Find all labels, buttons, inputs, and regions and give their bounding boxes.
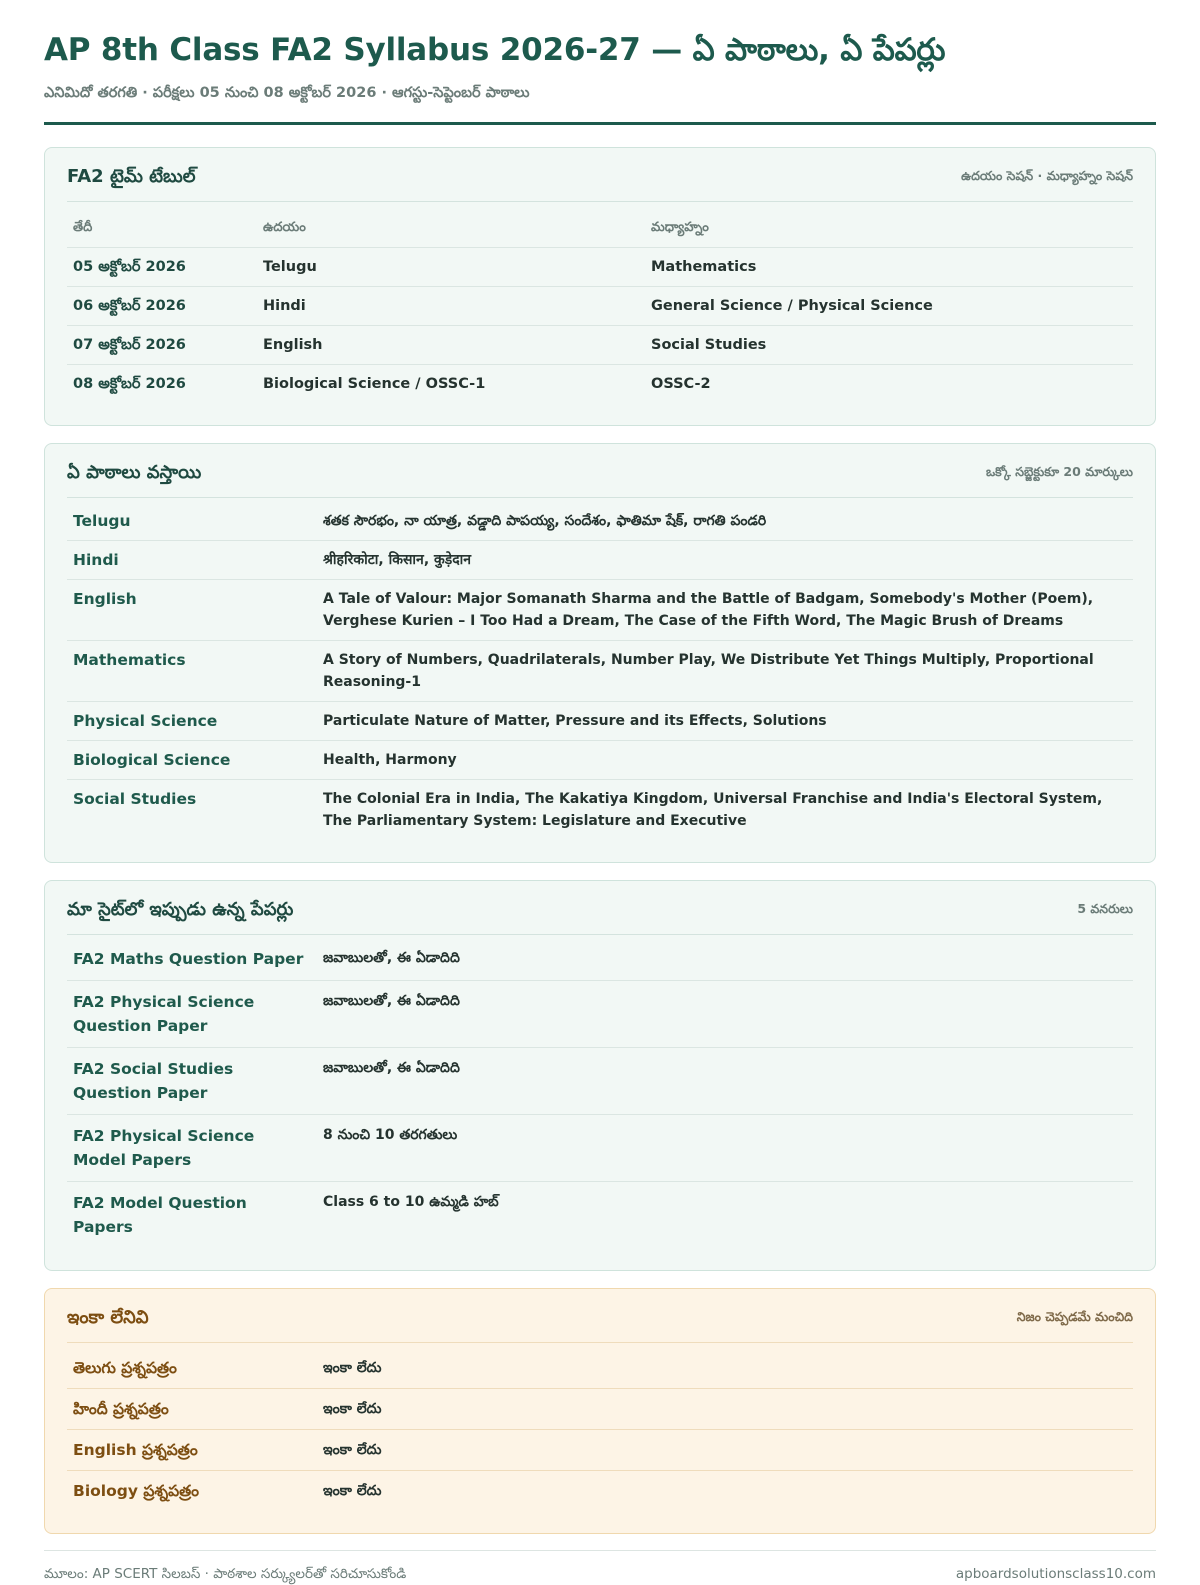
footer-site-link[interactable]: apboardsolutionsclass10.com xyxy=(955,1566,1156,1582)
afternoon-subject: OSSC-2 xyxy=(651,376,711,392)
lesson-list: A Story of Numbers, Quadrilaterals, Number Play, We Distribute Yet Things Multiply, Proportional Reasoning-1 xyxy=(317,641,1133,702)
page-footer xyxy=(44,1550,1156,1585)
syllabus-note: ఒక్కో సబ్జెక్టుకూ 20 మార్కులు xyxy=(986,463,1133,479)
subject-name: English xyxy=(67,580,317,641)
table-row xyxy=(67,981,1133,1048)
exam-date: 05 అక్టోబర్ 2026 xyxy=(67,248,257,287)
page-subtitle: ఎనిమిదో తరగతి · పరీక్షలు 05 నుంచి 08 అక్టోబర్ 2026 · ఆగస్టు-సెప్టెంబర్ పాఠాలు xyxy=(44,85,530,101)
paper-detail: జవాబులతో, ఈ ఏడాదిది xyxy=(317,935,1133,981)
lesson-list: श्रीहरिकोटा, किसान, कुड़ेदान xyxy=(317,541,1133,580)
table-row xyxy=(67,1471,1133,1512)
papers-table xyxy=(67,935,1133,1248)
table-row xyxy=(67,287,1133,326)
table-row xyxy=(67,580,1133,641)
column-header-morning: ఉదయం xyxy=(257,202,645,248)
afternoon-subject: Mathematics xyxy=(645,248,1133,287)
lesson-list: The Colonial Era in India, The Kakatiya Kingdom, Universal Franchise and India's Electoral System, The Parliamentary System: Legislature and Executive xyxy=(323,791,1103,829)
morning-subject: English xyxy=(257,326,645,365)
missing-paper-name: English ప్రశ్నపత్రం xyxy=(67,1430,317,1471)
syllabus-header xyxy=(67,460,1133,498)
missing-status: ఇంకా లేదు xyxy=(323,1483,382,1499)
morning-subject: Telugu xyxy=(257,248,645,287)
table-row xyxy=(67,741,1133,780)
papers-note: 5 వనరులు xyxy=(1077,900,1133,916)
syllabus-table xyxy=(67,498,1133,840)
subject-name: Hindi xyxy=(67,541,317,580)
table-row xyxy=(67,365,1133,404)
subject-name: Telugu xyxy=(67,498,317,541)
table-row xyxy=(67,1389,1133,1430)
missing-status: ఇంకా లేదు xyxy=(317,1430,1133,1471)
paper-detail: జవాబులతో, ఈ ఏడాదిది xyxy=(317,1048,1133,1115)
title-divider xyxy=(44,122,1156,125)
lesson-list: Health, Harmony xyxy=(317,741,1133,780)
table-row xyxy=(67,935,1133,981)
missing-paper-name: తెలుగు ప్రశ్నపత్రం xyxy=(67,1343,317,1389)
paper-link[interactable]: FA2 Model Question Papers xyxy=(73,1194,247,1236)
timetable-card xyxy=(44,147,1156,426)
paper-link[interactable]: FA2 Social Studies Question Paper xyxy=(67,1048,317,1115)
missing-header xyxy=(67,1305,1133,1343)
table-row xyxy=(67,326,1133,365)
table-row xyxy=(67,1115,1133,1182)
papers-title: మా సైట్‌లో ఇప్పుడు ఉన్న పేపర్లు xyxy=(67,899,294,920)
papers-header xyxy=(67,897,1133,935)
afternoon-subject: General Science / Physical Science xyxy=(645,287,1133,326)
timetable-title: FA2 టైమ్ టేబుల్ xyxy=(67,166,196,187)
missing-status: ఇంకా లేదు xyxy=(317,1389,1133,1430)
timetable-header-row xyxy=(67,202,1133,248)
syllabus-card xyxy=(44,443,1156,863)
table-row xyxy=(67,1182,1133,1249)
missing-paper-name: Biology ప్రశ్నపత్రం xyxy=(73,1482,200,1500)
lesson-list: Particulate Nature of Matter, Pressure and its Effects, Solutions xyxy=(317,702,1133,741)
syllabus-title: ఏ పాఠాలు వస్తాయి xyxy=(67,462,202,483)
exam-date: 08 అక్టోబర్ 2026 xyxy=(73,376,186,392)
column-header-afternoon: మధ్యాహ్నం xyxy=(645,202,1133,248)
footer-source: మూలం: AP SCERT సిలబస్ · పాఠశాల సర్క్యులర్‌తో సరిచూసుకోండి xyxy=(44,1566,407,1582)
timetable-header xyxy=(67,164,1133,202)
timetable-note: ఉదయం సెషన్ · మధ్యాహ్నం సెషన్ xyxy=(961,167,1133,183)
missing-note: నిజం చెప్పడమే మంచిది xyxy=(1016,1308,1133,1324)
table-row xyxy=(67,1343,1133,1389)
paper-link[interactable]: FA2 Physical Science Question Paper xyxy=(67,981,317,1048)
subject-name: Biological Science xyxy=(67,741,317,780)
timetable-table xyxy=(67,202,1133,403)
table-row xyxy=(67,498,1133,541)
lesson-list: A Tale of Valour: Major Somanath Sharma and the Battle of Badgam, Somebody's Mother (Poem), Verghese Kurien – I Too Had a Dream, The Case of the Fifth Word, The Magic Brush of Dreams xyxy=(317,580,1133,641)
morning-subject: Biological Science / OSSC-1 xyxy=(263,376,486,392)
missing-card xyxy=(44,1288,1156,1534)
exam-date: 07 అక్టోబర్ 2026 xyxy=(67,326,257,365)
table-row xyxy=(67,1430,1133,1471)
table-row xyxy=(67,1048,1133,1115)
morning-subject: Hindi xyxy=(257,287,645,326)
subject-name: Social Studies xyxy=(73,790,197,808)
table-row xyxy=(67,702,1133,741)
subject-name: Mathematics xyxy=(67,641,317,702)
paper-detail: 8 నుంచి 10 తరగతులు xyxy=(317,1115,1133,1182)
table-row xyxy=(67,780,1133,841)
paper-detail: జవాబులతో, ఈ ఏడాదిది xyxy=(317,981,1133,1048)
column-header-date: తేదీ xyxy=(67,202,257,248)
table-row xyxy=(67,541,1133,580)
exam-date: 06 అక్టోబర్ 2026 xyxy=(67,287,257,326)
lesson-list: శతక సౌరభం, నా యాత్ర, వడ్డాది పాపయ్య, సందేశం, ఫాతిమా షేక్, రాగతి పండరి xyxy=(317,498,1133,541)
missing-paper-name: హిందీ ప్రశ్నపత్రం xyxy=(67,1389,317,1430)
missing-table xyxy=(67,1343,1133,1511)
page-title: AP 8th Class FA2 Syllabus 2026-27 — ఏ పాఠాలు, ఏ పేపర్లు xyxy=(44,32,946,68)
table-row xyxy=(67,248,1133,287)
papers-card xyxy=(44,880,1156,1271)
paper-detail: Class 6 to 10 ఉమ్మడి హబ్ xyxy=(323,1194,499,1210)
missing-title: ఇంకా లేనివి xyxy=(67,1307,149,1328)
paper-link[interactable]: FA2 Maths Question Paper xyxy=(67,935,317,981)
paper-link[interactable]: FA2 Physical Science Model Papers xyxy=(67,1115,317,1182)
afternoon-subject: Social Studies xyxy=(645,326,1133,365)
table-row xyxy=(67,641,1133,702)
missing-status: ఇంకా లేదు xyxy=(317,1343,1133,1389)
subject-name: Physical Science xyxy=(67,702,317,741)
